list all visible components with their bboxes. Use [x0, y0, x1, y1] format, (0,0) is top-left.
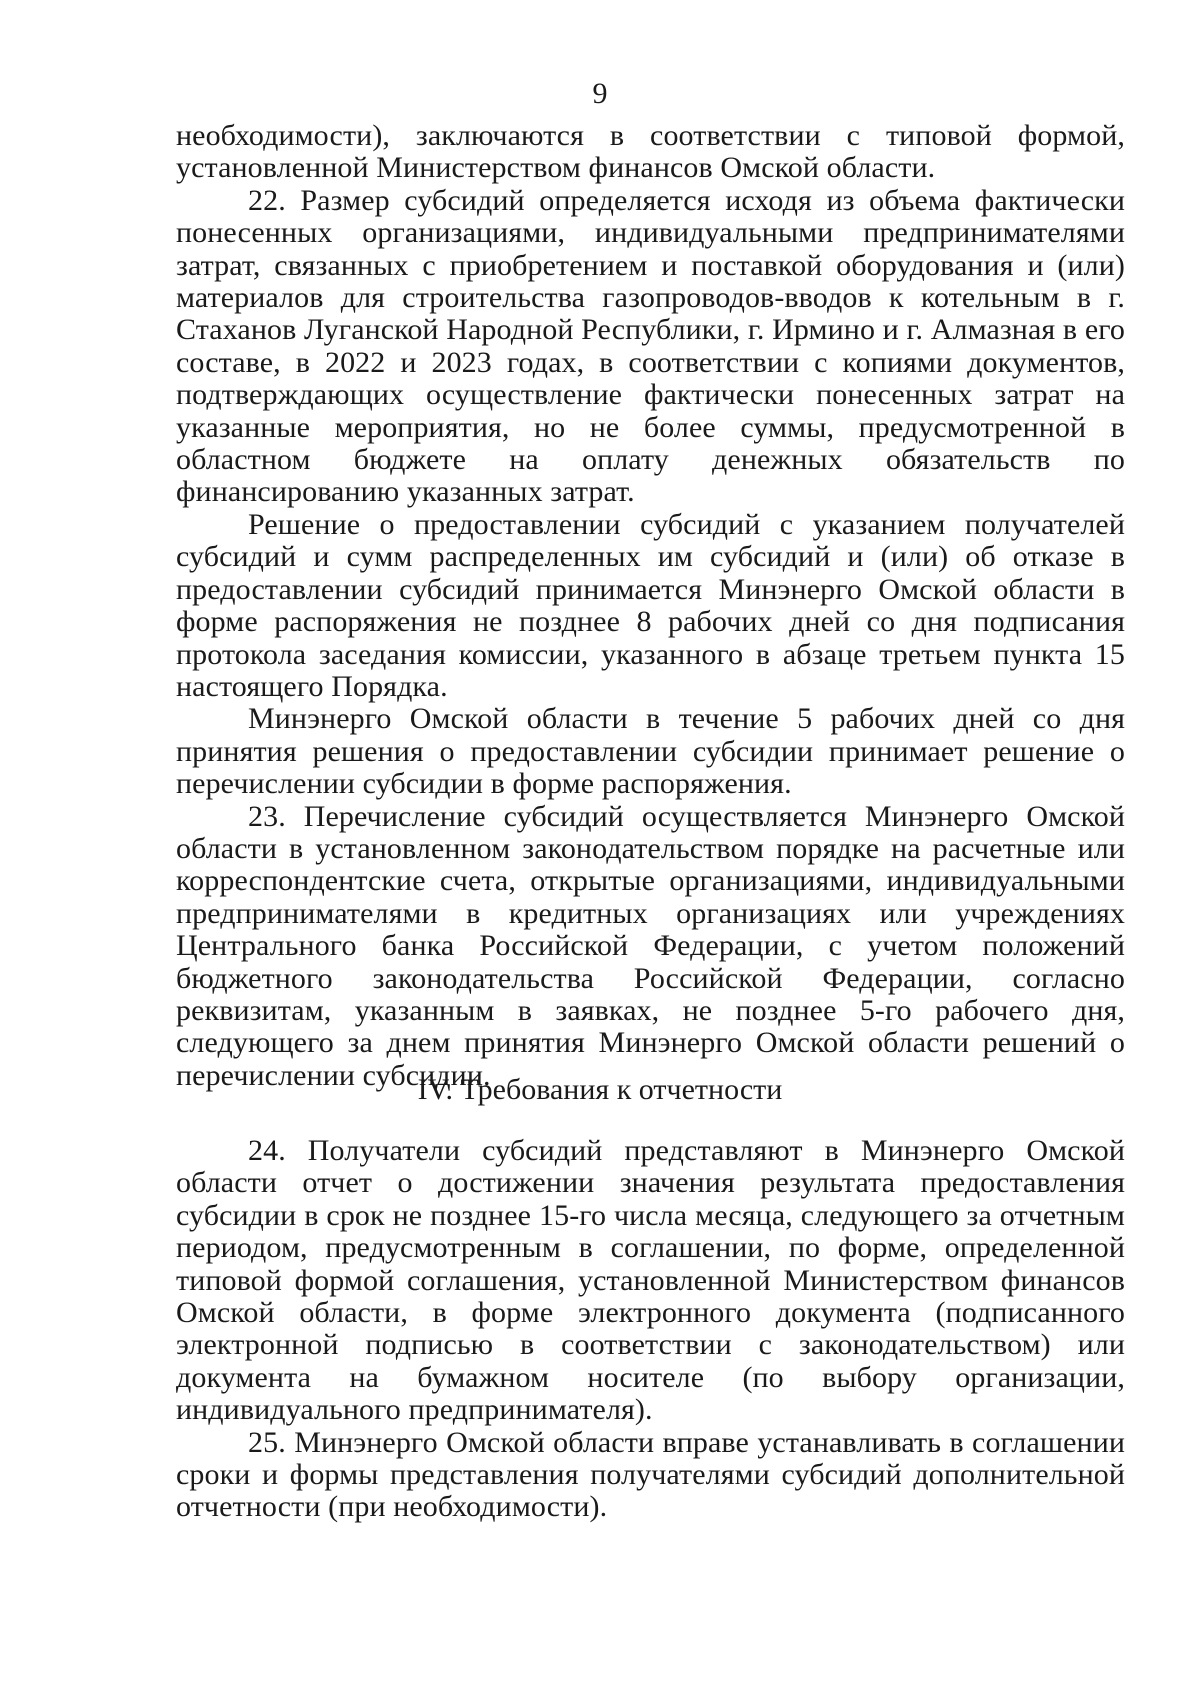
paragraph-item-23: 23. Перечисление субсидий осуществляется Минэнерго Омской области в установленном законодательством порядке на расчетные или корреспондентские счета, открытые организациями, индивидуальными предпринимателями в кредитных организациях или учреждениях Центрального банка Российской Федерации, с учетом положений бюджетного законодательства Российской Федерации, согласно реквизитам, указанным в заявках, не позднее 5-го рабочего дня, следующего за днем принятия Минэнерго Омской области решений о перечислении субсидии.	[176, 799, 1125, 1092]
paragraph-item-24: 24. Получатели субсидий представляют в Минэнерго Омской области отчет о достижении значения результата предоставления субсидии в срок не позднее 15-го числа месяца, следующего за отчетным периодом, предусмотренным в соглашении, по форме, определенной типовой формой соглашения, установленной Министерством финансов Омской области, в форме электронного документа (подписанного электронной подписью в соответствии с законодательством) или документа на бумажном носителе (по выбору организации, индивидуального предпринимателя).	[176, 1134, 1125, 1427]
page-number: 9	[592, 77, 608, 110]
paragraph-continuation: необходимости), заключаются в соответствии с типовой формой, установленной Министерством финансов Омской области.	[176, 119, 1125, 185]
paragraph-decision: Решение о предоставлении субсидий с указанием получателей субсидий и сумм распределенных им субсидий и (или) об отказе в предоставлении субсидий принимается Минэнерго Омской области в форме распоряжения не позднее 8 рабочих дней со дня подписания протокола заседания комиссии, указанного в абзаце третьем пункта 15 настоящего Порядка.	[176, 507, 1125, 703]
paragraph-item-22: 22. Размер субсидий определяется исходя из объема фактически понесенных организациями, индивидуальными предпринимателями затрат, связанных с приобретением и поставкой оборудования и (или) материалов для строительства газопроводов-вводов к котельным в г. Стаханов Луганской Народной Республики, г. Ирмино и г. Алмазная в его составе, в 2022 и 2023 годах, в соответствии с копиями документов, подтверждающих осуществление фактически понесенных затрат на указанные мероприятия, но не более суммы, предусмотренной в областном бюджете на оплату денежных обязательств по финансированию указанных затрат.	[176, 183, 1125, 509]
body-text-before	[176, 120, 1125, 1092]
body-text-after	[176, 1135, 1125, 1524]
paragraph-transfer-decision: Минэнерго Омской области в течение 5 рабочих дней со дня принятия решения о предоставлении субсидии принимает решение о перечислении субсидии в форме распоряжения.	[176, 702, 1125, 801]
section-title: IV. Требования к отчетности	[417, 1073, 783, 1106]
paragraph-item-25: 25. Минэнерго Омской области вправе устанавливать в соглашении сроки и формы представления получателями субсидий дополнительной отчетности (при необходимости).	[176, 1425, 1125, 1524]
